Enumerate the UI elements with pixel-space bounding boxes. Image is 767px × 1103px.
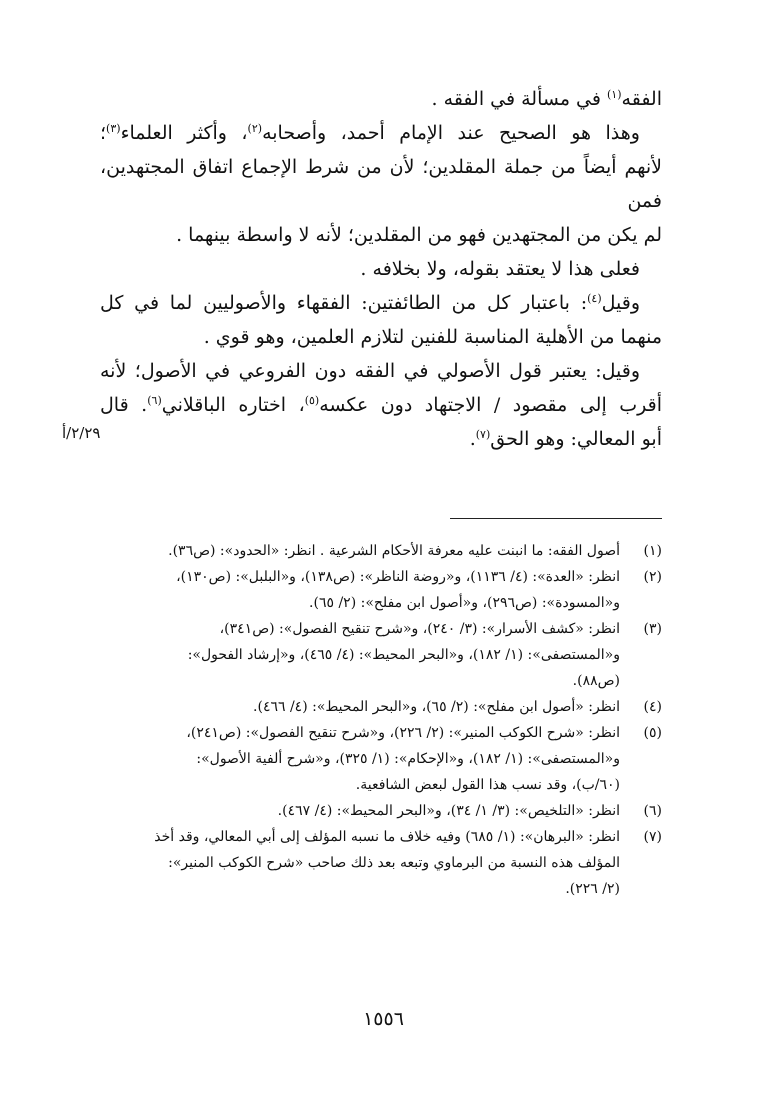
main-line-1 [100,82,662,116]
page-number: ١٥٥٦ [363,1008,404,1030]
text-run: في مسألة في الفقه . [431,88,607,110]
main-line-8: وقيل: يعتبر قول الأصولي في الفقه دون الفروعي في الأصول؛ لأنه [100,360,640,382]
footnote-ref[interactable]: (٧) [475,428,491,441]
footnote-3 [100,616,662,694]
footnote-number: (٢) [643,569,662,585]
main-line-7: منهما من الأهلية المناسبة للفنين لتلازم العلمين، وهو قوي . [203,326,662,348]
footnote-text: أصول الفقه: ما انبنت عليه معرفة الأحكام الشرعية . انظر: «الحدود»: (ص٣٦). [168,543,620,559]
text-run: . قال [100,394,148,416]
footnote-number: (٧) [643,829,662,845]
footnote-text: انظر: «التلخيص»: (٣/ ١/ ٣٤)، و«البحر المحيط»: (٤/ ٤٦٧). [277,803,620,819]
footnote-text: انظر: «البرهان»: (١/ ٦٨٥) وفيه خلاف ما نسبه المؤلف إلى أبي المعالي، وقد أخذ المؤلف هذه النسبة من البرماوي وتبعه بعد ذلك صاحب «شرح الكوكب المنير»: (٢/ ٢٢٦). [154,829,620,897]
text-run: . [469,428,476,450]
text-run: وقيل [601,292,640,314]
footnote-5 [100,720,662,798]
footnote-text: انظر: «شرح الكوكب المنير»: (٢/ ٢٢٦)، و«شرح تنقيح الفصول»: (ص٢٤١)، و«المستصفى»: (١/ ١٨٢)، و«الإحكام»: (١/ ٣٢٥)، و«شرح ألفية الأصول»: (٦٠/ب)، وقد نسب هذا القول لبعض الشافعية. [186,725,620,793]
main-text [100,82,662,456]
main-line-6 [100,286,662,320]
footnote-ref[interactable]: (٤) [587,292,602,305]
footnote-6 [100,798,662,824]
footnote-ref[interactable]: (٥) [304,394,320,407]
manuscript-folio-marker: ٢/٢٩/أ [62,424,101,442]
text-run: الفقه [621,88,662,110]
footnotes [100,538,662,902]
footnote-number: (٥) [643,725,662,741]
footnote-4 [100,694,662,720]
text-run: ، وأكثر العلماء [120,122,248,144]
footnote-7 [100,824,662,902]
text-run: ، اختاره الباقلاني [161,394,305,416]
main-line-9 [100,388,662,422]
footnote-separator [450,518,662,519]
main-line-2 [100,116,662,150]
footnote-2 [100,564,662,616]
text-run: : باعتبار كل من الطائفتين: الفقهاء والأصوليين لما في كل [100,292,588,314]
text-run: وهذا هو الصحيح عند الإمام أحمد، وأصحابه [262,122,640,144]
footnote-ref[interactable]: (٢) [247,122,263,135]
main-line-4: لم يكن من المجتهدين فهو من المقلدين؛ لأنه لا واسطة بينهما . [176,224,662,246]
main-line-3: لأنهم أيضاً من جملة المقلدين؛ لأن من شرط الإجماع اتفاق المجتهدين، فمن [100,156,662,212]
footnote-ref[interactable]: (١) [607,88,622,101]
footnote-text: انظر: «العدة»: (٤/ ١١٣٦)، و«روضة الناظر»: (ص١٣٨)، و«البلبل»: (ص١٣٠)، و«المسودة»: (ص٢٩٦)، و«أصول ابن مفلح»: (٢/ ٦٥). [176,569,620,611]
footnote-number: (٦) [643,803,662,819]
text-run: أبو المعالي: وهو الحق [490,428,662,450]
footnote-text: انظر: «كشف الأسرار»: (٣/ ٢٤٠)، و«شرح تنقيح الفصول»: (ص٣٤١)، و«المستصفى»: (١/ ١٨٢)، و«البحر المحيط»: (٤/ ٤٦٥)، و«إرشاد الفحول»: (ص٨٨). [187,621,620,689]
footnote-number: (١) [643,543,662,559]
text-run: ؛ [100,122,107,144]
footnote-ref[interactable]: (٣) [106,122,121,135]
footnote-text: انظر: «أصول ابن مفلح»: (٢/ ٦٥)، و«البحر المحيط»: (٤/ ٤٦٦). [253,699,620,715]
main-line-10 [100,422,662,456]
footnote-1 [100,538,662,564]
text-run: أقرب إلى مقصود / الاجتهاد دون عكسه [319,394,662,416]
main-line-5: فعلى هذا لا يعتقد بقوله، ولا بخلافه . [360,258,640,280]
footnote-ref[interactable]: (٦) [147,394,162,407]
footnote-number: (٤) [643,699,662,715]
footnote-number: (٣) [643,621,662,637]
